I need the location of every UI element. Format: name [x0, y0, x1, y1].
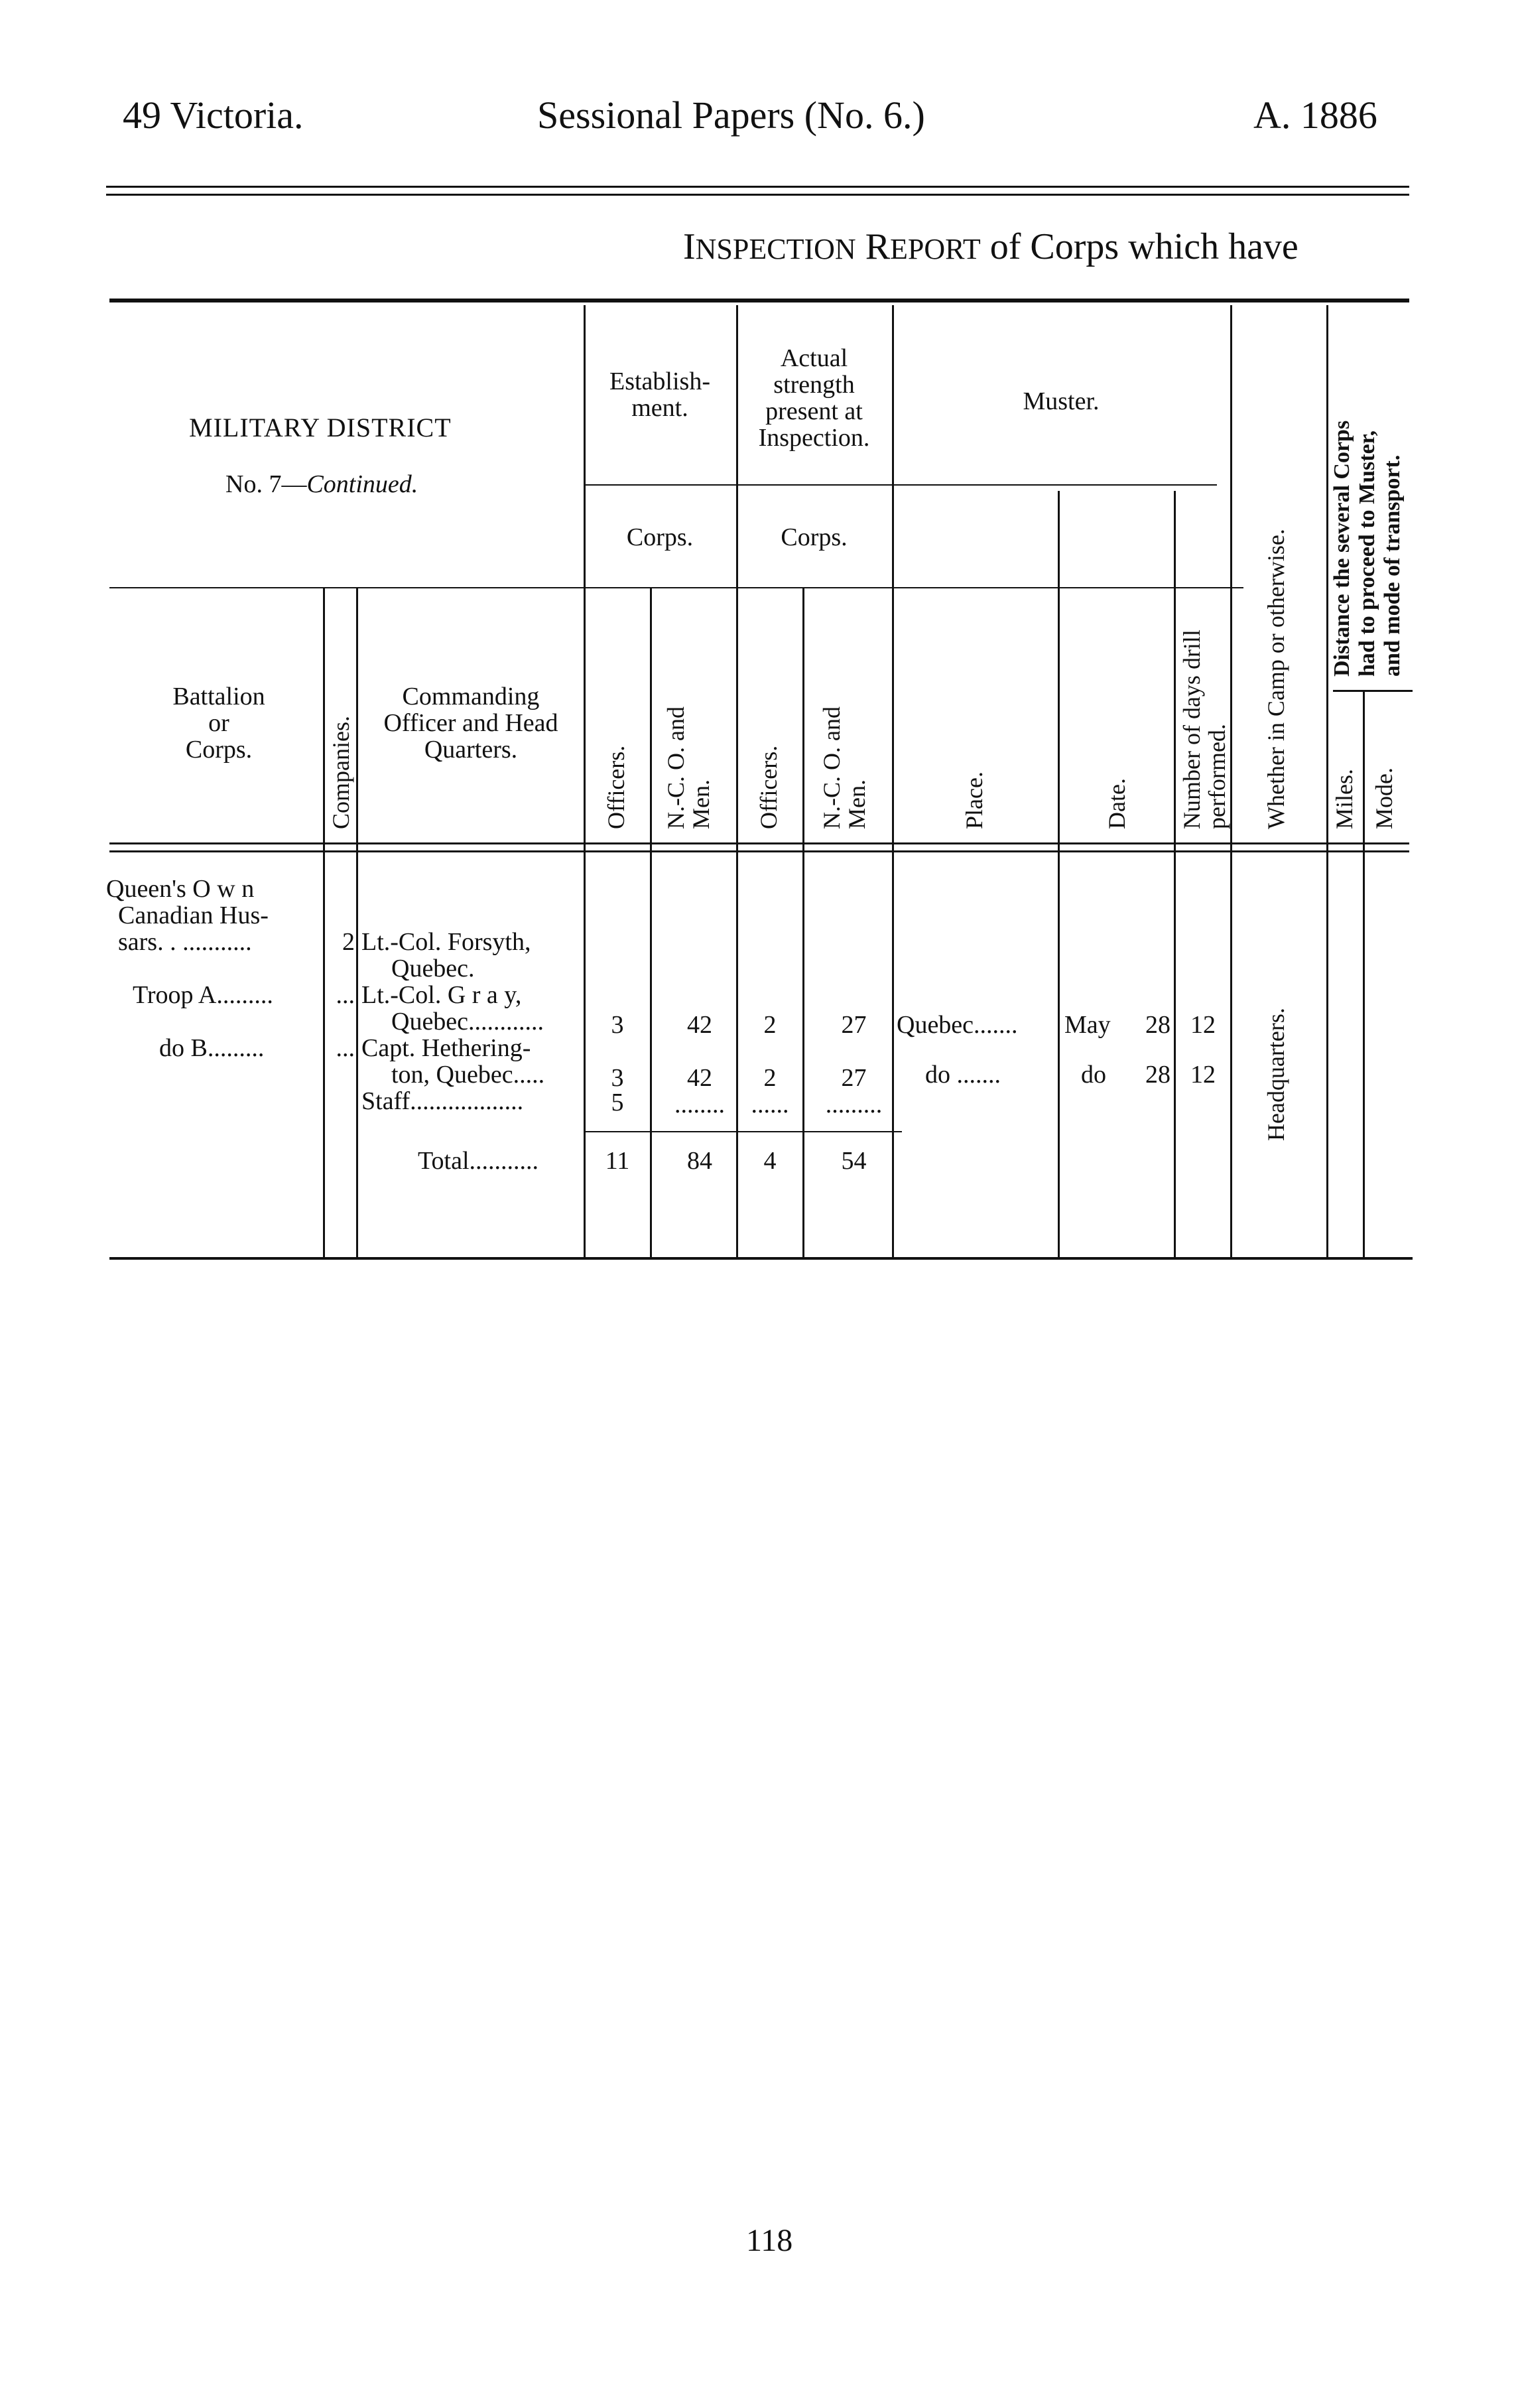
troop-a-drill: 12	[1190, 1011, 1216, 1039]
district-line-2	[225, 471, 418, 498]
camp-value: Headquarters.	[1263, 1008, 1289, 1141]
nco-header-1	[663, 610, 714, 829]
header-right: A. 1886	[1253, 94, 1377, 137]
nco-header-2	[819, 610, 869, 829]
staff-officers-actual: ......	[751, 1091, 789, 1118]
total-nco-actual: 54	[841, 1147, 867, 1175]
distance-line-3: and mode of transport.	[1380, 454, 1405, 677]
troop-b-drill: 12	[1190, 1061, 1216, 1089]
commanding-line-2: Officer and Head	[383, 709, 558, 737]
commanding-line-1: Commanding	[402, 683, 540, 710]
battalion-line-2: or	[208, 709, 229, 737]
troop-a-companies: ...	[336, 981, 355, 1009]
unit-companies: 2	[342, 928, 355, 956]
staff-label: Staff..................	[361, 1087, 524, 1115]
unit-commander-line-1: Lt.-Col. Forsyth,	[361, 928, 531, 956]
troop-a-name: Troop A.........	[133, 981, 273, 1009]
troop-b-officers-est: 3	[611, 1064, 624, 1092]
col-line-companies-left	[323, 587, 325, 1257]
troop-b-nco-actual: 27	[841, 1064, 867, 1092]
troop-b-commander-line-1: Capt. Hethering-	[361, 1034, 531, 1062]
officers-header-2: Officers.	[755, 745, 782, 829]
title-cap-1: I	[683, 226, 696, 267]
total-officers-actual: 4	[763, 1147, 777, 1175]
commanding-line-3: Quarters.	[424, 736, 518, 764]
header-bottom-rule-1	[109, 842, 1409, 844]
date-header: Date.	[1104, 778, 1130, 829]
table-top-rule	[109, 299, 1409, 302]
staff-nco-actual: .........	[825, 1091, 883, 1118]
col-line-est-mid	[650, 587, 652, 1257]
troop-b-day: 28	[1145, 1061, 1171, 1089]
unit-name-line-3: sars. . ...........	[118, 928, 252, 956]
nco-header-2-line-2: Men.	[844, 779, 870, 829]
troop-a-nco-actual: 27	[841, 1011, 867, 1039]
col-line-date-drill	[1174, 491, 1176, 1257]
header-left: 49 Victoria.	[123, 94, 304, 137]
staff-nco-est: ........	[674, 1091, 725, 1118]
actual-line-3: present at	[765, 397, 863, 425]
table-bottom-rule	[109, 1257, 1413, 1260]
col-line-miles-mode	[1363, 690, 1365, 1257]
troop-a-commander-line-1: Lt.-Col. G r a y,	[361, 981, 522, 1009]
unit-name-line-1: Queen's O w n	[106, 875, 255, 903]
troop-a-day: 28	[1145, 1011, 1171, 1039]
total-rule	[584, 1131, 902, 1132]
header-center: Sessional Papers (No. 6.)	[537, 94, 925, 137]
troop-b-companies: ...	[336, 1034, 355, 1062]
header-bottom-rule-2	[109, 850, 1409, 852]
troop-a-officers-est: 3	[611, 1011, 624, 1039]
title-cap-2: R	[865, 226, 891, 267]
district-line-1: MILITARY DISTRICT	[189, 413, 452, 442]
actual-line-1: Actual	[780, 344, 848, 372]
unit-name-line-2: Canadian Hus-	[118, 902, 269, 929]
col-line-place-date	[1058, 491, 1060, 1257]
mode-header: Mode.	[1371, 768, 1397, 829]
companies-header: Companies.	[328, 716, 354, 829]
district-number: No. 7—	[225, 470, 307, 498]
troop-a-officers-actual: 2	[763, 1011, 777, 1039]
col-line-camp-right	[1326, 305, 1328, 1257]
title-tail: of Corps which have	[989, 226, 1298, 267]
days-drill-header	[1179, 504, 1230, 829]
nco-header-2-line-1: N.-C. O. and	[818, 706, 845, 829]
total-officers-est: 11	[605, 1147, 630, 1175]
officers-header-1: Officers.	[603, 745, 629, 829]
troop-a-month: May	[1064, 1011, 1111, 1039]
title-rest-2: EPORT	[890, 233, 981, 265]
distance-line-2: had to proceed to Muster,	[1355, 430, 1379, 677]
troop-a-commander-line-2: Quebec............	[391, 1008, 544, 1036]
troop-b-name: do B.........	[159, 1034, 265, 1062]
nco-header-1-line-2: Men.	[688, 779, 714, 829]
nco-header-1-line-1: N.-C. O. and	[663, 706, 689, 829]
battalion-line-3: Corps.	[185, 736, 253, 764]
corps-header-1: Corps.	[626, 523, 694, 551]
distance-header	[1330, 325, 1405, 677]
unit-commander-line-2: Quebec.	[391, 955, 475, 982]
total-label: Total...........	[418, 1147, 539, 1175]
actual-line-2: strength	[773, 371, 855, 399]
corps-rule	[109, 587, 1243, 588]
troop-a-nco-est: 42	[687, 1011, 712, 1039]
troop-b-officers-actual: 2	[763, 1064, 777, 1092]
battalion-line-1: Battalion	[172, 683, 265, 710]
establishment-line-1: Establish-	[609, 368, 710, 395]
days-drill-line-1: Number of days drill	[1178, 630, 1205, 829]
troop-b-month: do	[1081, 1061, 1106, 1089]
col-line-actual-mid	[802, 587, 804, 1257]
col-line-camp-left	[1230, 305, 1232, 1257]
miles-header: Miles.	[1331, 768, 1358, 829]
actual-line-4: Inspection.	[758, 424, 870, 452]
troop-a-place: Quebec.......	[897, 1011, 1018, 1039]
troop-b-nco-est: 42	[687, 1064, 712, 1092]
title-rest-1: NSPECTION	[695, 233, 856, 265]
subgroup-rule	[584, 484, 1217, 486]
col-line-muster	[892, 305, 894, 1257]
distance-rule	[1333, 690, 1413, 692]
page-number: 118	[746, 2223, 793, 2258]
corps-header-2: Corps.	[781, 523, 848, 551]
troop-b-commander-line-2: ton, Quebec.....	[391, 1061, 545, 1089]
muster-header: Muster.	[1023, 387, 1100, 415]
distance-line-1: Distance the several Corps	[1330, 420, 1354, 677]
camp-header: Whether in Camp or otherwise.	[1263, 529, 1289, 829]
troop-b-place: do .......	[925, 1061, 1001, 1089]
days-drill-line-2: performed.	[1204, 724, 1230, 829]
staff-officers-est: 5	[611, 1089, 624, 1116]
district-continued: Continued.	[306, 470, 418, 498]
total-nco-est: 84	[687, 1147, 712, 1175]
place-header: Place.	[961, 771, 987, 829]
establishment-line-2: ment.	[631, 394, 688, 422]
